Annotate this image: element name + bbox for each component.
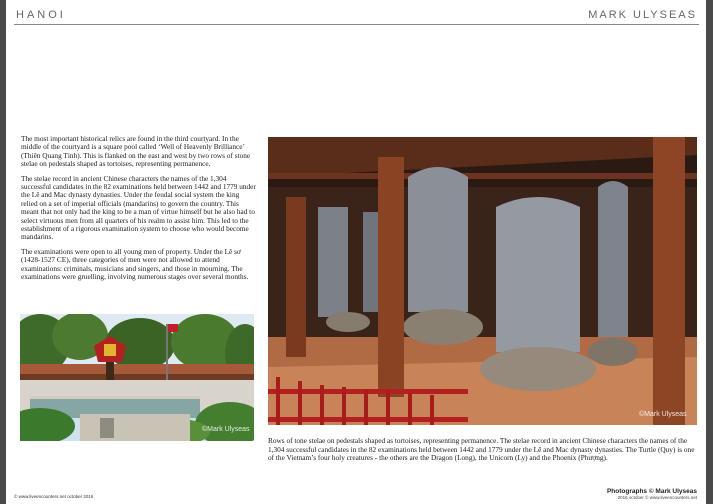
viewer-edge-right bbox=[706, 0, 713, 504]
footer-credit bbox=[607, 488, 697, 500]
paragraph-3: The examinations were open to all young men of property. Under the Lê sơ (1428-1527 CE), three categories of men were not allowed to attend examinations: criminals, musicians and singers, and those in mourning. The examinations were gruelling, involving numerous stages over several months. bbox=[21, 246, 249, 282]
section-title: HANOI bbox=[16, 9, 66, 21]
right-photo-watermark: ©Mark Ulyseas bbox=[639, 411, 687, 418]
credit-sub: 2016 october © www.liveencounters.net bbox=[617, 495, 697, 500]
article-text bbox=[21, 135, 257, 288]
courtyard-photo bbox=[20, 314, 254, 441]
photo-caption: Rows of tone stelae on pedestals shaped as tortoises, representing permanence. The stelae record in ancient Chinese characters the names of the 1,304 successful candidates in the 82 examinations held between 1442 and 1779 under the Lê and Mac dynasty dynasties. The Turtle (Quy) is one of the Vietnam’s four holy creatures - the others are the Dragon (Long), the Unicorn (Ly) and the Phoenix (Phượng). bbox=[268, 436, 695, 463]
stelae-photo bbox=[268, 137, 697, 425]
footer-left: © www.liveencounters.net october 2016 bbox=[14, 494, 94, 499]
left-photo-watermark: ©Mark Ulyseas bbox=[202, 426, 250, 433]
courtyard-image bbox=[20, 314, 254, 441]
author-title: MARK ULYSEAS bbox=[588, 9, 697, 21]
paragraph-2: The stelae record in ancient Chinese characters the names of the 1,304 successful candidates in the 82 examinations held between 1442 and 1779 under the Lê and Mac dynasty dynasties. Under the feudal social system the king relied on a set of imperial officials (mandarins) to govern the country. This meant that not only had the king to be a man of virtue himself but he also had to select virtuous men from all quarters of his realm to assist him. This led to the establishment of a rigorous examination system to choose who would become mandarins. bbox=[21, 173, 256, 242]
stelae-image bbox=[268, 137, 697, 425]
viewer-edge-left bbox=[0, 0, 6, 504]
page-header bbox=[14, 8, 699, 25]
paragraph-1: The most important historical relics are found in the third courtyard. In the middle of the courtyard is a square pool called ‘Well of Heavenly Brilliance’ (Thiên Quang Tỉnh). This is flanked on the east and west by two rows of stone stelae on pedestals shaped as tortoises, representing permanence. bbox=[21, 134, 251, 169]
photo-credit: Photographs © Mark Ulyseas bbox=[606, 488, 697, 495]
